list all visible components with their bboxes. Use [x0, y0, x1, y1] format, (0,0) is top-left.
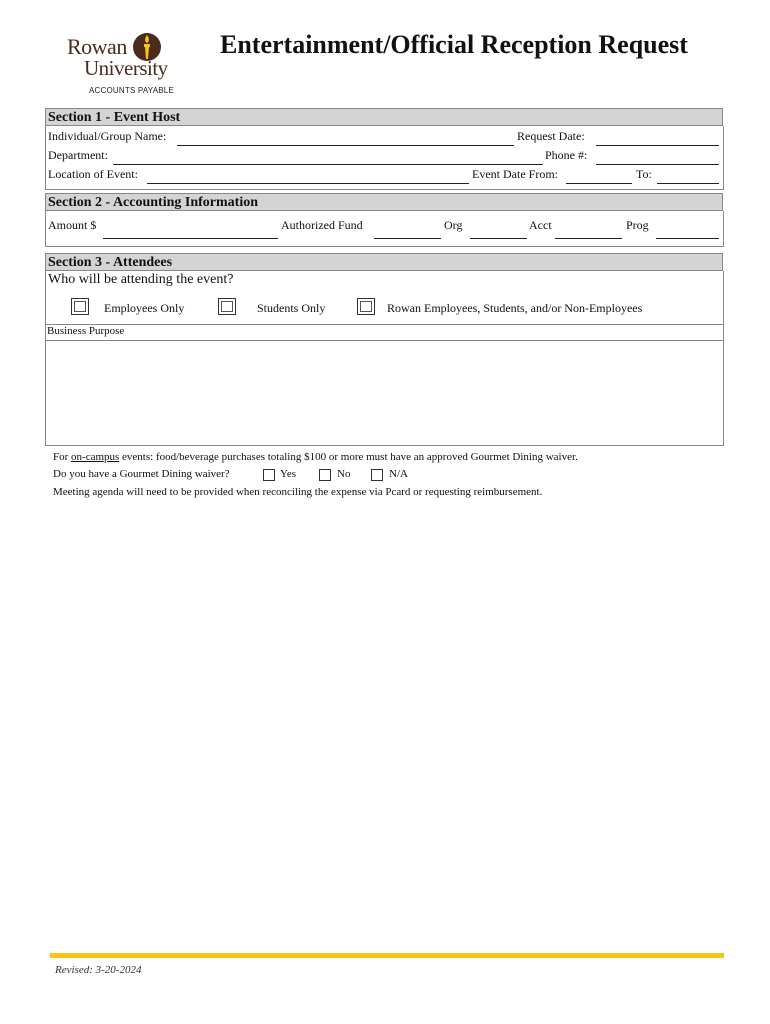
acct-field[interactable]: [555, 238, 622, 239]
waiver-note-suffix: events: food/beverage purchases totaling $100 or more must have an approved Gourmet Dining waiver.: [119, 451, 578, 463]
waiver-na-checkbox[interactable]: [371, 469, 383, 481]
to-label: To:: [636, 167, 652, 181]
location-label: Location of Event:: [48, 167, 138, 181]
section-2-frame: [45, 211, 724, 247]
logo-subtitle: ACCOUNTS PAYABLE: [89, 86, 174, 95]
waiver-no-checkbox[interactable]: [319, 469, 331, 481]
agenda-note: Meeting agenda will need to be provided when reconciling the expense via Pcard or requesting reimbursement.: [53, 486, 543, 498]
employees-only-checkbox[interactable]: [71, 298, 89, 315]
business-purpose-label: Business Purpose: [47, 325, 125, 337]
fund-label: Authorized Fund: [281, 218, 363, 232]
revised-date: Revised: 3-20-2024: [55, 964, 142, 976]
employees-only-label: Employees Only: [104, 301, 185, 315]
students-only-label: Students Only: [257, 301, 326, 315]
org-field[interactable]: [470, 238, 527, 239]
logo-rowan-text: Rowan: [67, 34, 127, 59]
request-date-field[interactable]: [596, 145, 719, 146]
section-3-heading: Section 3 - Attendees: [45, 253, 723, 271]
name-label: Individual/Group Name:: [48, 129, 167, 143]
event-to-field[interactable]: [657, 183, 719, 184]
section-2-heading: Section 2 - Accounting Information: [45, 193, 723, 211]
waiver-na-label: N/A: [389, 468, 408, 480]
students-only-checkbox[interactable]: [218, 298, 236, 315]
prog-field[interactable]: [656, 238, 719, 239]
business-purpose-textarea[interactable]: [45, 340, 724, 445]
section-1-heading: Section 1 - Event Host: [45, 108, 723, 126]
event-from-label: Event Date From:: [472, 167, 558, 181]
amount-field[interactable]: [103, 238, 278, 239]
waiver-question: Do you have a Gourmet Dining waiver?: [53, 468, 230, 480]
attendees-question: Who will be attending the event?: [48, 272, 234, 287]
waiver-no-label: No: [337, 468, 351, 480]
acct-label: Acct: [529, 218, 552, 232]
fund-field[interactable]: [374, 238, 441, 239]
phone-field[interactable]: [596, 164, 719, 165]
amount-label: Amount $: [48, 218, 97, 232]
name-field[interactable]: [177, 145, 514, 146]
request-date-label: Request Date:: [517, 129, 585, 143]
org-label: Org: [444, 218, 463, 232]
location-field[interactable]: [147, 183, 469, 184]
footer-accent-bar: [50, 953, 724, 958]
mixed-attendees-label: Rowan Employees, Students, and/or Non-Employees: [387, 301, 643, 315]
mixed-attendees-checkbox[interactable]: [357, 298, 375, 315]
on-campus-link: on-campus: [71, 451, 120, 463]
phone-label: Phone #:: [545, 148, 588, 162]
waiver-yes-checkbox[interactable]: [263, 469, 275, 481]
purpose-divider: [45, 324, 724, 325]
department-field[interactable]: [113, 164, 543, 165]
department-label: Department:: [48, 148, 108, 162]
rowan-logo: [62, 30, 182, 96]
waiver-yes-label: Yes: [280, 468, 297, 480]
page-title: Entertainment/Official Reception Request: [220, 30, 688, 59]
prog-label: Prog: [626, 218, 649, 232]
waiver-note: [53, 451, 578, 463]
logo-university-text: University: [84, 56, 168, 80]
waiver-note-prefix: For: [53, 451, 72, 463]
event-from-field[interactable]: [566, 183, 632, 184]
